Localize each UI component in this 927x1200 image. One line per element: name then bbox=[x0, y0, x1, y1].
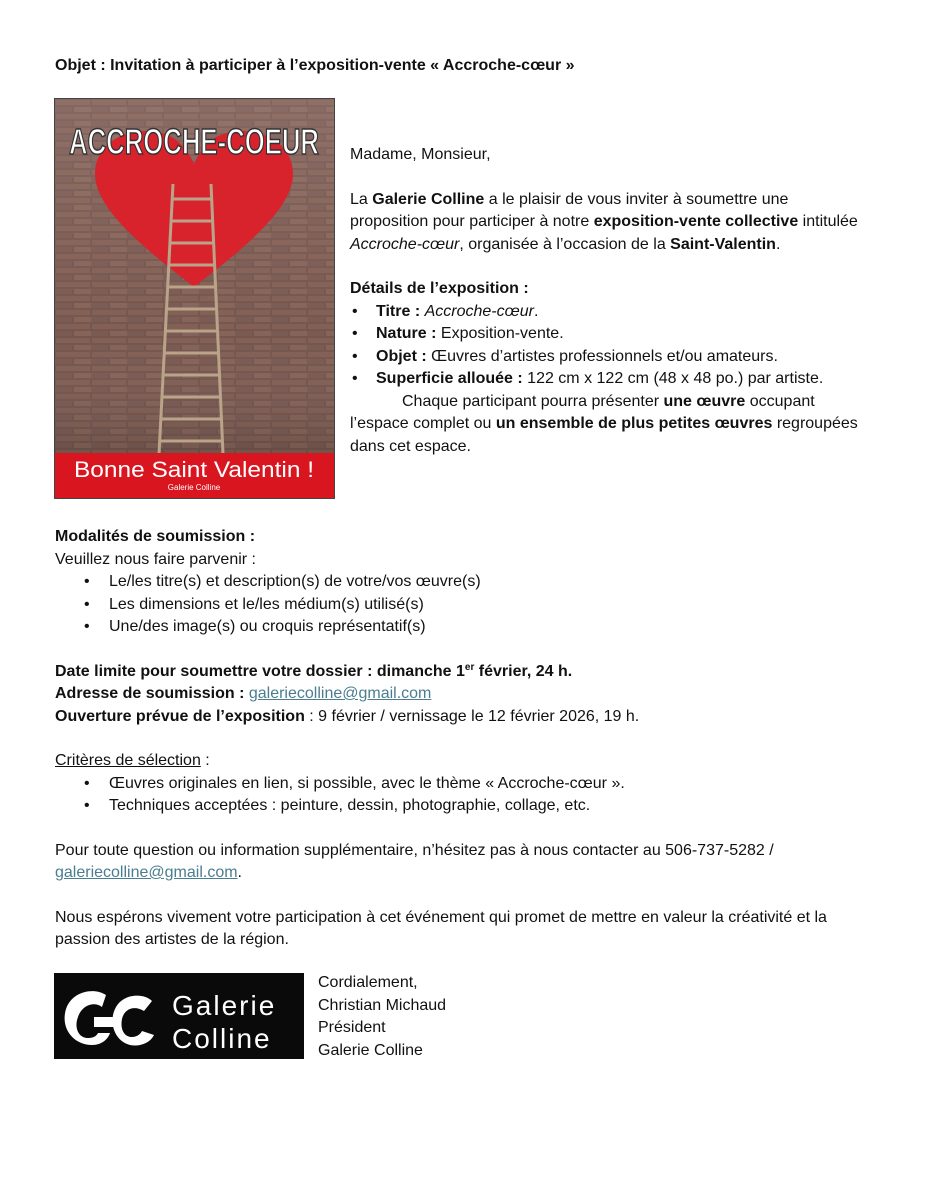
poster-title: ACCROCHE-COEUR bbox=[69, 121, 319, 162]
logo-line2: Colline bbox=[172, 1023, 272, 1054]
list-item: • Titre : Accroche-cœur. bbox=[350, 301, 870, 324]
details-note: Chaque participant pourra présenter une œuvre occupant l’espace complet ou un ensemble de plus petites œuvres regroupées dans cet espace. bbox=[350, 392, 858, 455]
intro-section bbox=[350, 144, 870, 480]
list-item: • Le/les titre(s) et description(s) de votre/vos œuvre(s) bbox=[55, 571, 875, 594]
gc-monogram-icon bbox=[54, 973, 304, 1059]
poster-banner-text: Bonne Saint Valentin ! bbox=[74, 457, 314, 482]
poster-banner-sub: Galerie Colline bbox=[167, 483, 221, 492]
deadline: Date limite pour soumettre votre dossier : dimanche 1er février, 24 h. bbox=[55, 661, 573, 680]
list-item: • Œuvres originales en lien, si possible, avec le thème « Accroche-cœur ». bbox=[55, 773, 875, 796]
contact-paragraph: Pour toute question ou information supplémentaire, n’hésitez pas à nous contacter au 506-737-5282 / galeriecolline@gmail.com. bbox=[55, 841, 774, 881]
signature-organization: Galerie Colline bbox=[318, 1041, 423, 1059]
contact-email-link[interactable]: galeriecolline@gmail.com bbox=[55, 864, 238, 881]
poster-artwork bbox=[55, 99, 334, 498]
list-item: • Superficie allouée : 122 cm x 122 cm (48 x 48 po.) par artiste. bbox=[350, 368, 870, 391]
signature-name: Christian Michaud bbox=[318, 996, 447, 1014]
logo-line1: Galerie bbox=[172, 990, 277, 1021]
submission-list bbox=[55, 571, 875, 639]
galerie-colline-logo bbox=[54, 973, 304, 1059]
signature-closing: Cordialement, bbox=[318, 974, 418, 991]
greeting: Madame, Monsieur, bbox=[350, 146, 491, 163]
submission-heading: Modalités de soumission : bbox=[55, 528, 256, 545]
exhibition-poster bbox=[54, 98, 335, 499]
opening-date: Ouverture prévue de l’exposition : 9 février / vernissage le 12 février 2026, 19 h. bbox=[55, 707, 640, 725]
details-heading: Détails de l’exposition : bbox=[350, 280, 529, 297]
list-item: • Objet : Œuvres d’artistes professionnels et/ou amateurs. bbox=[350, 346, 870, 369]
details-list bbox=[350, 301, 870, 391]
criteria-heading: Critères de sélection : bbox=[55, 752, 210, 769]
submission-address: Adresse de soumission : galeriecolline@gmail.com bbox=[55, 685, 432, 702]
submission-intro: Veuillez nous faire parvenir : bbox=[55, 550, 256, 568]
list-item: • Nature : Exposition-vente. bbox=[350, 323, 870, 346]
submission-email-link[interactable]: galeriecolline@gmail.com bbox=[248, 685, 432, 702]
list-item: • Une/des image(s) ou croquis représentatif(s) bbox=[55, 616, 875, 639]
letter-subject: Objet : Invitation à participer à l’exposition-vente « Accroche-cœur » bbox=[55, 57, 575, 74]
signature-block bbox=[318, 972, 446, 1062]
signature-title: Président bbox=[318, 1019, 386, 1036]
list-item: • Les dimensions et le/les médium(s) utilisé(s) bbox=[55, 594, 875, 617]
list-item: • Techniques acceptées : peinture, dessin, photographie, collage, etc. bbox=[55, 795, 875, 818]
main-body bbox=[55, 526, 875, 952]
intro-paragraph: La Galerie Colline a le plaisir de vous inviter à soumettre une proposition pour participer à notre exposition-vente collective intitulée Accroche-cœur, organisée à l’occasion de la Saint-Valentin. bbox=[350, 190, 858, 253]
closing-paragraph: Nous espérons vivement votre participation à cet événement qui promet de mettre en valeur la créativité et la passion des artistes de la région. bbox=[55, 908, 827, 948]
criteria-list bbox=[55, 773, 875, 818]
